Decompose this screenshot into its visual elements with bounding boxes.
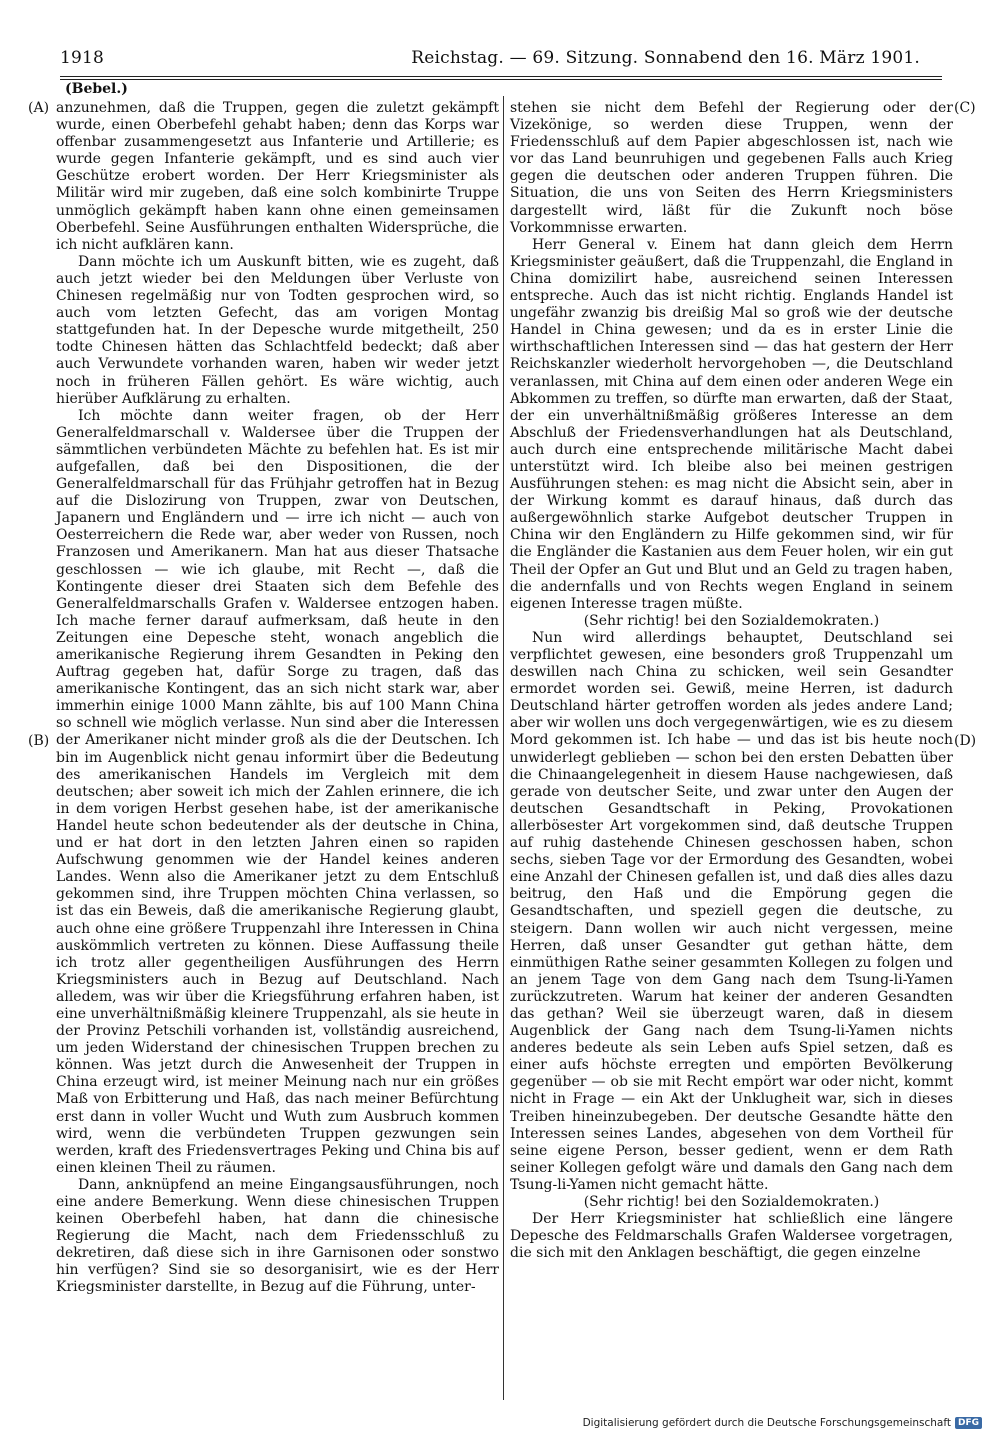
- page-header: [60, 48, 942, 74]
- paragraph: Dann möchte ich um Auskunft bitten, wie es zugeht, daß auch jetzt wieder bei den Meldungen über Verluste von Chinesen regelmäßig nur von Todten gesprochen wird, so auch vom letzten Gefecht, das am vorigen Montag stattgefunden hat. In der Depesche wurde mitgetheilt, 250 todte Chinesen hätten das Schlachtfeld bedeckt; daß aber auch Verwundete vorhanden waren, haben wir weder jetzt noch in früheren Fällen gehört. Es wäre wichtig, auch hierüber Aufklärung zu erhalten.: [56, 253, 499, 407]
- paragraph: stehen sie nicht dem Befehl der Regierung oder der Vizekönige, so werden diese Truppen, wenn der Friedensschluß auf dem Papier abgeschlossen ist, nach wie vor das Land beunruhigen und gegebenen Falls auch Krieg gegen die deutschen oder anderen Truppen führen. Die Situation, die uns von Seiten des Herrn Kriegsministers dargestellt wird, läßt für die Zukunft noch böse Vorkommnisse erwarten.: [510, 100, 953, 236]
- speaker-label: (Bebel.): [65, 81, 128, 97]
- column-divider: [503, 96, 504, 1400]
- paragraph: Nun wird allerdings behauptet, Deutschland sei verpflichtet gewesen, eine besonders groß Truppenzahl um deswillen nach China zu schicken, weil sein Gesandter ermordet worden sei. Gewiß, meine Herren, ist dadurch Deutschland härter getroffen worden als jedes andere Land; aber wir wollen uns doch vergegenwärtigen, wie es zu diesem Mord gekommen ist. Ich habe — und das ist bis heute noch unwiderlegt geblieben — schon bei den ersten Debatten über die Chinaangelegenheit in diesem Hause nachgewiesen, daß gerade von deutscher Seite, und zwar unter den Augen der deutschen Gesandtschaft in Peking, Provokationen allerbösester Art vorgekommen sind, daß deutsche Truppen auf ruhig dastehende Chinesen geschossen haben, schon sechs, sieben Tage vor der Ermordung des Gesandten, wobei eine Anzahl der Chinesen gefallen ist, und daß dies alles dazu beitrug, den Haß und die Empörung gegen die Gesandtschaften, und speziell gegen die deutsche, zu steigern. Dann wollen wir auch nicht vergessen, meine Herren, daß unser Gesandter gut gethan hätte, dem einmüthigen Rathe seiner gesammten Kollegen zu folgen und an jenem Tage von dem Gang nach dem Tsung-li-Yamen zurückzutreten. Warum hat keiner der anderen Gesandten das gethan? Weil sie überzeugt waren, daß in diesem Augenblick der Gang nach dem Tsung-li-Yamen nichts anderes bedeute als sein Leben aufs Spiel setzen, daß es einer aufs höchste erregten und empörten Bevölkerung gegenüber — ob sie mit Recht empört war oder nicht, kommt nicht in Frage — ein Akt der Unklugheit war, sich in dieses Treiben hineinzubegeben. Der deutsche Gesandte hätte den Interessen seines Landes, abgesehen von dem Vortheil für seine eigene Person, besser gedient, wenn er dem Rath seiner Kollegen gefolgt wäre und damals den Gang nach dem Tsung-li-Yamen nicht gemacht hätte.: [510, 629, 953, 1193]
- interjection: (Sehr richtig! bei den Sozialdemokraten.): [583, 1194, 880, 1210]
- interjection: (Sehr richtig! bei den Sozialdemokraten.): [583, 612, 880, 629]
- running-title: Reichstag. — 69. Sitzung. Sonnabend den 16. März 1901.: [411, 48, 920, 68]
- page-number: 1918: [60, 48, 105, 68]
- margin-mark-a: (A): [28, 100, 50, 116]
- paragraph: Der Herr Kriegsminister hat schließlich eine längere Depesche des Feldmarschalls Grafen Waldersee vorgetragen, die sich mit den Anklagen beschäftigt, die gegen einzelne: [510, 1211, 953, 1262]
- paragraph: anzunehmen, daß die Truppen, gegen die zuletzt gekämpft wurde, einen Oberbefehl gehabt haben; denn das Korps war offenbar zusammengesetzt aus Infanterie und Artillerie; es wurde gegen Infanterie gekämpft, und es sind auch vier Geschütze erobert worden. Der Herr Kriegsminister als Militär wird mir zugeben, daß eine solch kombinirte Truppe unmöglich gekämpft haben kann ohne einen gemeinsamen Oberbefehl. Seine Ausführungen enthalten Widersprüche, die ich nicht aufklären kann.: [56, 100, 499, 253]
- paragraph: Dann, anknüpfend an meine Eingangsausführungen, noch eine andere Bemerkung. Wenn diese chinesischen Truppen keinen Oberbefehl haben, hat dann die chinesische Regierung die Macht, nach dem Friedensschluß zu dekretiren, daß diese sich in ihre Garnisonen oder sonstwo hin verfügen? Sind sie so desorganisirt, wie es der Herr Kriegsminister darstellte, in Bezug auf die Führung, unter-: [56, 1176, 499, 1296]
- digitization-footer: [583, 1417, 982, 1429]
- paragraph: Ich möchte dann weiter fragen, ob der Herr Generalfeldmarschall v. Waldersee über die Truppen der sämmtlichen verbündeten Mächte zu befehlen hat. Es ist mir aufgefallen, daß bei den Dispositionen, die der Generalfeldmarschall für das Frühjahr getroffen hat in Bezug auf die Dislozirung von Truppen, zwar von Deutschen, Japanern und Engländern und — irre ich nicht — auch von Oesterreichern die Rede war, aber weder von Russen, noch Franzosen und Amerikanern. Man hat aus dieser Thatsache geschlossen — wie ich glaube, mit Recht —, daß die Kontingente dieser drei Staaten sich dem Befehle des Generalfeldmarschalls Grafen v. Waldersee entzogen haben. Ich mache ferner darauf aufmerksam, daß heute in den Zeitungen eine Depesche steht, wonach angeblich die amerikanische Regierung ihrem Gesandten in Peking den Auftrag gegeben hat, dafür Sorge zu tragen, daß das amerikanische Kontingent, das an sich nicht stark war, aber immerhin einige 1000 Mann zählte, bis auf 100 Mann China so schnell wie möglich verlasse. Nun sind aber die Interessen der Amerikaner nicht minder groß als die der Deutschen. Ich bin im Augenblick nicht genau informirt über die Bedeutung des amerikanischen Handels im Vergleich mit dem deutschen; aber soweit ich mich der Zahlen erinnere, die ich in dem vorigen Herbst gesehen habe, ist der amerikanische Handel heute schon bedeutender als der deutsche in China, und er hat dort in den letzten Jahren einen so rapiden Aufschwung genommen wie der Handel keines anderen Landes. Wenn also die Amerikaner jetzt zu dem Entschluß gekommen sind, ihre Truppen möchten China verlassen, so ist das ein Beweis, daß die amerikanische Regierung glaubt, auch ohne eine größere Truppenzahl ihre Interessen in China auskömmlich vertreten zu können. Diese Auffassung theile ich trotz aller gegentheiligen Ausführungen des Herrn Kriegsministers auch in Bezug auf Deutschland. Nach alledem, was wir über die Kriegsführung erfahren haben, ist eine unverhältnißmäßig kleinere Truppenzahl, als sie heute in der Provinz Petschili vorhanden ist, vollständig ausreichend, um jeden Widerstand der chinesischen Truppen brechen zu können. Was jetzt durch die Anwesenheit der Truppen in China erzeugt wird, ist meiner Meinung nach nur ein größes Maß von Erbitterung und Haß, das nach meiner Befürchtung erst dann in voller Wucht und Wuth zum Ausbruch kommen wird, wenn die verbündeten Truppen gezwungen sein werden, kraft des Friedensvertrages Peking und China bis auf einen kleinen Theil zu räumen.: [56, 407, 499, 1176]
- margin-mark-b: (B): [28, 733, 50, 749]
- dfg-logo-icon: DFG: [955, 1417, 982, 1429]
- margin-mark-d: (D): [954, 733, 977, 749]
- footer-credit: Digitalisierung gefördert durch die Deutsche Forschungsgemeinschaft: [582, 1417, 951, 1429]
- margin-mark-c: (C): [954, 100, 976, 116]
- header-rule-thin: [60, 79, 942, 80]
- right-text-column: [510, 100, 953, 1262]
- header-rule: [60, 76, 942, 77]
- left-text-column: [56, 100, 499, 1297]
- paragraph: Herr General v. Einem hat dann gleich dem Herrn Kriegsminister geäußert, daß die Truppenzahl, die England in China domizilirt habe, ausreichend seinen Interessen entspreche. Auch das ist nicht richtig. Englands Handel ist ungefähr zwanzig bis dreißig Mal so groß wie der deutsche Handel in China gewesen; und da es in erster Linie die wirthschaftlichen Interessen sind — das hat gestern der Herr Reichskanzler wiederholt hervorgehoben —, die Deutschland veranlassen, mit China auf dem einen oder anderen Wege ein Abkommen zu treffen, so dürfte man erwarten, daß der Staat, der ein unverhältnißmäßig größeres Interesse an dem Abschluß der Friedensverhandlungen hat als Deutschland, auch durch eine entsprechende militärische Macht dabei unterstützt wird. Ich bleibe also bei meinen gestrigen Ausführungen stehen: es mag nicht die Absicht sein, aber in der Wirkung kommt es darauf hinaus, daß durch das außergewöhnlich starke Aufgebot deutscher Truppen in China wir den Engländern zu Hilfe gekommen sind, wir für die Engländer die Kastanien aus dem Feuer holen, wir ein gut Theil der Opfer an Gut und Blut und an Geld zu tragen haben, die andernfalls und von Rechts wegen England in seinem eigenen Interesse tragen müßte.: [510, 236, 953, 612]
